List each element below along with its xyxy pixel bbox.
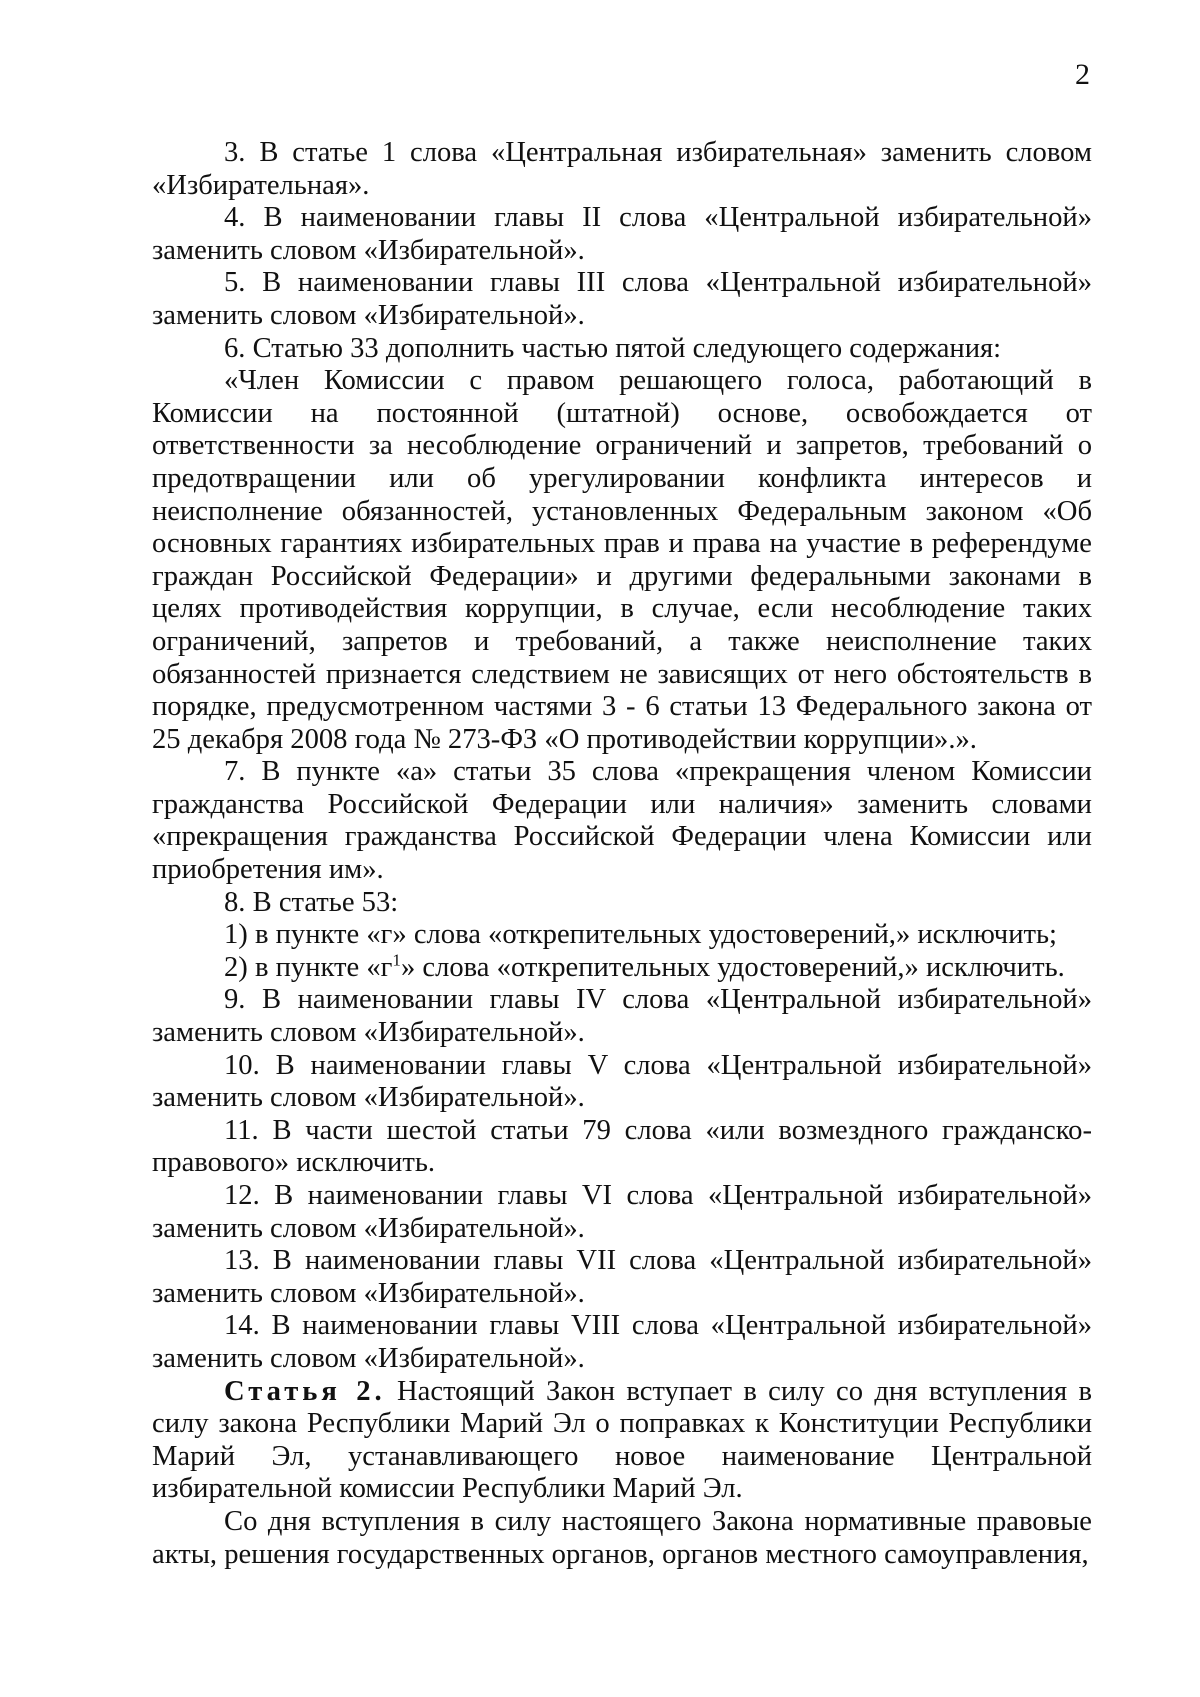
item-7: 7. В пункте «а» статьи 35 слова «прекращения членом Комиссии гражданства Российской Федерации или наличия» заменить словами «прекращения гражданства Российской Федерации члена Комиссии или приобретения им». (152, 756, 1092, 886)
document-body (152, 137, 1092, 1571)
item-8-sub-2 (152, 952, 1092, 985)
item-8: 8. В статье 53: (224, 886, 399, 918)
item-14: 14. В наименовании главы VIII слова «Центральной избирательной» заменить словом «Избирательной». (152, 1310, 1092, 1374)
item-3: 3. В статье 1 слова «Центральная избирательная» заменить словом «Избирательная». (152, 137, 1092, 201)
item-4: 4. В наименовании главы II слова «Центральной избирательной» заменить словом «Избирательной». (152, 202, 1092, 266)
item-10: 10. В наименовании главы V слова «Центральной избирательной» заменить словом «Избирательной». (152, 1049, 1092, 1114)
item-12: 12. В наименовании главы VI слова «Центральной избирательной» заменить словом «Избирательной». (152, 1180, 1092, 1244)
item-6: 6. Статью 33 дополнить частью пятой следующего содержания: (224, 332, 1002, 364)
item-11: 11. В части шестой статьи 79 слова «или возмездного гражданско-правового» исключить. (152, 1114, 1092, 1179)
item-8-sub-2-pre: 2) в пункте «г (224, 951, 393, 983)
item-8-sub-2-post: » слова «открепительных удостоверений,» исключить. (400, 951, 1065, 983)
item-9: 9. В наименовании главы IV слова «Центральной избирательной» заменить словом «Избирательной». (152, 984, 1092, 1049)
article-2 (152, 1376, 1092, 1506)
closing-paragraph: Со дня вступления в силу настоящего Закона нормативные правовые акты, решения государственных органов, органов местного самоуправления, (152, 1505, 1092, 1570)
item-8-sub-1: 1) в пункте «г» слова «открепительных удостоверений,» исключить; (224, 919, 1057, 951)
page-number: 2 (1075, 58, 1090, 91)
item-5: 5. В наименовании главы III слова «Центральной избирательной» заменить словом «Избирательной». (152, 267, 1092, 331)
item-13: 13. В наименовании главы VII слова «Центральной избирательной» заменить словом «Избирательной». (152, 1245, 1092, 1309)
article-2-text: Настоящий Закон вступает в силу со дня вступления в силу закона Республики Марий Эл о поправках к Конституции Республики Марий Эл, устанавливающего новое наименование Центральной избирательной комиссии Республики Марий Эл. (152, 1375, 1092, 1505)
item-6-quote: «Член Комиссии с правом решающего голоса, работающий в Комиссии на постоянной (штатной) основе, освобождается от ответственности за несоблюдение ограничений и запретов, требований о предотвращении или об урегулировании конфликта интересов и неисполнение обязанностей, установленных Федеральным законом «Об основных гарантиях избирательных прав и права на участие в референдуме граждан Российской Федерации» и другими федеральными законами в целях противодействия коррупции, в случае, если несоблюдение таких ограничений, запретов и требований, а также неисполнение таких обязанностей признается следствием не зависящих от него обстоятельств в порядке, предусмотренном частями 3 - 6 статьи 13 Федерального закона от 25 декабря 2008 года № 273-ФЗ «О противодействии коррупции».». (152, 365, 1092, 755)
article-2-label: Статья 2. (224, 1375, 386, 1407)
item-8-sub-2-superscript: 1 (392, 950, 401, 970)
